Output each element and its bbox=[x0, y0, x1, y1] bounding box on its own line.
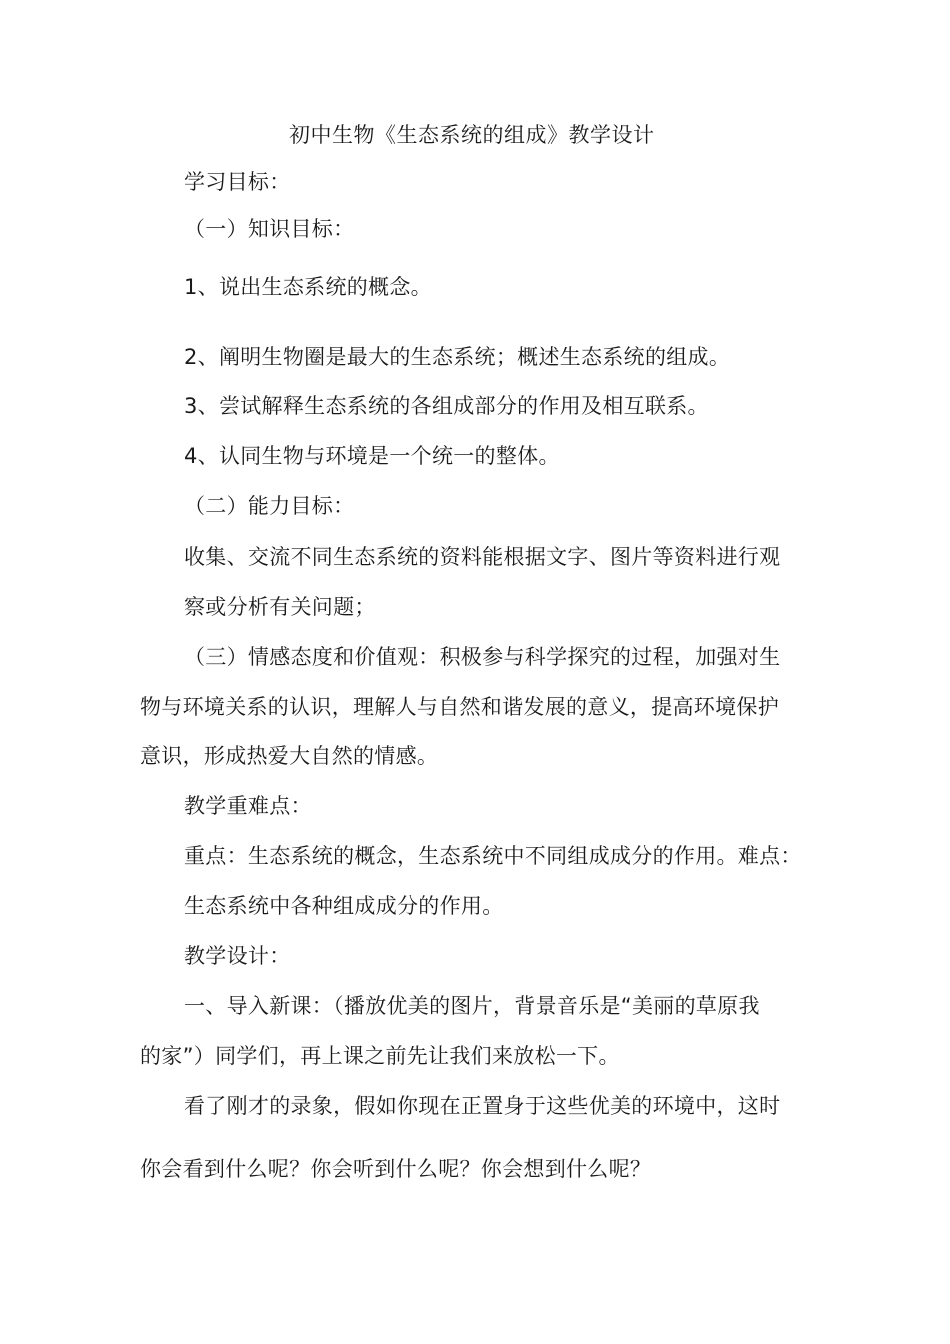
emotion-goal-line-1: （三）情感态度和价值观：积极参与科学探究的过程，加强对生 bbox=[184, 645, 781, 669]
emotion-goal-line-3: 意识，形成热爱大自然的情感。 bbox=[140, 744, 439, 768]
heading-ability-goals: （二）能力目标： bbox=[184, 494, 355, 518]
ability-goal-line-2: 察或分析有关问题； bbox=[184, 595, 376, 619]
intro-line-2: 的家”）同学们，再上课之前先让我们来放松一下。 bbox=[140, 1044, 620, 1068]
knowledge-goal-4: 4、认同生物与环境是一个统一的整体。 bbox=[184, 444, 560, 468]
emotion-goal-line-2: 物与环境关系的认识，理解人与自然和谐发展的意义，提高环境保护 bbox=[140, 695, 779, 719]
knowledge-goal-2: 2、阐明生物圈是最大的生态系统；概述生态系统的组成。 bbox=[184, 345, 731, 369]
heading-key-difficulties: 教学重难点： bbox=[184, 794, 312, 818]
key-points-line-1: 重点：生态系统的概念，生态系统中不同组成成分的作用。难点： bbox=[184, 844, 802, 868]
document-title: 初中生物《生态系统的组成》教学设计 bbox=[289, 123, 655, 147]
heading-teaching-design: 教学设计： bbox=[184, 944, 291, 968]
question-line-1: 看了刚才的录象，假如你现在正置身于这些优美的环境中，这时 bbox=[184, 1094, 781, 1118]
ability-goal-line-1: 收集、交流不同生态系统的资料能根据文字、图片等资料进行观 bbox=[184, 545, 781, 569]
heading-knowledge-goals: （一）知识目标： bbox=[184, 217, 355, 241]
knowledge-goal-1: 1、说出生态系统的概念。 bbox=[184, 275, 432, 299]
knowledge-goal-3: 3、尝试解释生态系统的各组成部分的作用及相互联系。 bbox=[184, 394, 709, 418]
question-line-2: 你会看到什么呢？你会听到什么呢？你会想到什么呢？ bbox=[140, 1157, 652, 1181]
heading-learning-goals: 学习目标： bbox=[184, 170, 291, 194]
key-points-line-2: 生态系统中各种组成成分的作用。 bbox=[184, 894, 504, 918]
intro-line-1: 一、导入新课：（播放优美的图片，背景音乐是“美丽的草原我 bbox=[184, 994, 760, 1018]
